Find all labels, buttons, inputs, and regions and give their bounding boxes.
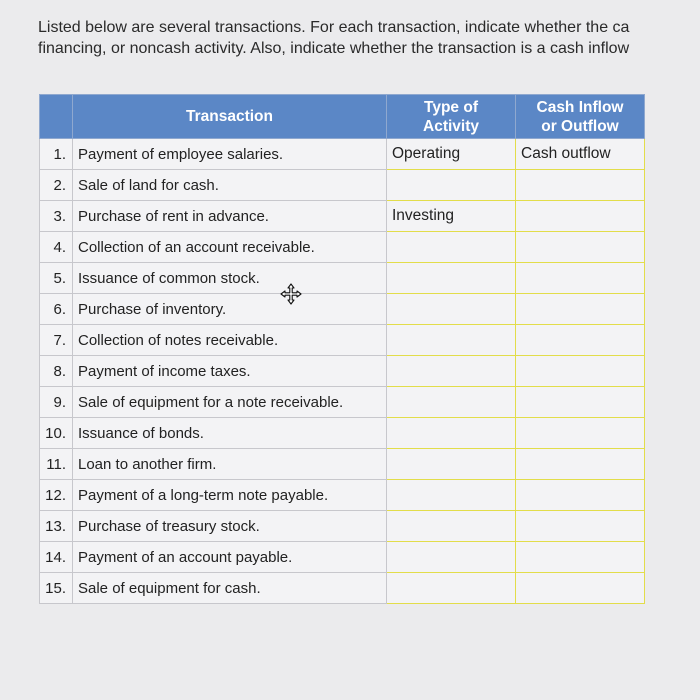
row-number: 11. xyxy=(40,449,73,480)
transaction-description: Payment of a long-term note payable. xyxy=(73,480,387,511)
row-number: 15. xyxy=(40,573,73,604)
row-number: 7. xyxy=(40,325,73,356)
type-of-activity-cell[interactable] xyxy=(387,480,516,511)
row-number: 9. xyxy=(40,387,73,418)
type-of-activity-cell[interactable] xyxy=(387,511,516,542)
table-row xyxy=(40,170,645,201)
table-row xyxy=(40,480,645,511)
row-number: 4. xyxy=(40,232,73,263)
header-type-of-activity-label: Type of Activity xyxy=(423,98,479,135)
transaction-description: Sale of equipment for a note receivable. xyxy=(73,387,387,418)
transaction-description: Sale of land for cash. xyxy=(73,170,387,201)
header-type-of-activity xyxy=(387,95,516,139)
header-cash-flow xyxy=(516,95,645,139)
type-of-activity-cell[interactable] xyxy=(387,294,516,325)
type-of-activity-cell[interactable] xyxy=(387,170,516,201)
cash-flow-cell[interactable] xyxy=(516,201,645,232)
table-row xyxy=(40,356,645,387)
table-row xyxy=(40,573,645,604)
transaction-description: Payment of an account payable. xyxy=(73,542,387,573)
transaction-description: Purchase of treasury stock. xyxy=(73,511,387,542)
table-body xyxy=(40,139,645,604)
table-row xyxy=(40,232,645,263)
type-of-activity-cell[interactable] xyxy=(387,325,516,356)
table-row xyxy=(40,139,645,170)
transaction-description: Sale of equipment for cash. xyxy=(73,573,387,604)
cash-flow-cell[interactable] xyxy=(516,387,645,418)
row-number: 1. xyxy=(40,139,73,170)
instructions-text xyxy=(38,17,700,59)
table-row xyxy=(40,263,645,294)
cash-flow-cell[interactable] xyxy=(516,325,645,356)
transaction-description: Purchase of inventory. xyxy=(73,294,387,325)
type-of-activity-cell[interactable]: Investing xyxy=(387,201,516,232)
cash-flow-cell[interactable] xyxy=(516,449,645,480)
type-of-activity-cell[interactable] xyxy=(387,263,516,294)
row-number: 13. xyxy=(40,511,73,542)
cash-flow-cell[interactable]: Cash outflow xyxy=(516,139,645,170)
type-of-activity-cell[interactable] xyxy=(387,542,516,573)
table-row xyxy=(40,542,645,573)
type-of-activity-cell[interactable] xyxy=(387,418,516,449)
table-row xyxy=(40,449,645,480)
cash-flow-cell[interactable] xyxy=(516,542,645,573)
instructions-line-2: financing, or noncash activity. Also, indicate whether the transaction is a cash inflow xyxy=(38,40,630,57)
type-of-activity-cell[interactable] xyxy=(387,232,516,263)
move-cursor-icon xyxy=(280,283,302,305)
type-of-activity-cell[interactable] xyxy=(387,573,516,604)
cash-flow-cell[interactable] xyxy=(516,263,645,294)
table-row xyxy=(40,511,645,542)
transaction-description: Loan to another firm. xyxy=(73,449,387,480)
transaction-description: Collection of an account receivable. xyxy=(73,232,387,263)
row-number: 2. xyxy=(40,170,73,201)
table-row xyxy=(40,201,645,232)
header-number xyxy=(40,95,73,139)
table-row xyxy=(40,325,645,356)
type-of-activity-cell[interactable] xyxy=(387,449,516,480)
transaction-description: Payment of income taxes. xyxy=(73,356,387,387)
header-transaction: Transaction xyxy=(73,95,387,139)
cash-flow-cell[interactable] xyxy=(516,511,645,542)
cash-flow-cell[interactable] xyxy=(516,573,645,604)
cash-flow-cell[interactable] xyxy=(516,418,645,449)
row-number: 6. xyxy=(40,294,73,325)
cash-flow-cell[interactable] xyxy=(516,356,645,387)
table-row xyxy=(40,418,645,449)
transactions-table xyxy=(39,94,645,604)
cash-flow-cell[interactable] xyxy=(516,480,645,511)
transaction-description: Collection of notes receivable. xyxy=(73,325,387,356)
table-row xyxy=(40,387,645,418)
row-number: 14. xyxy=(40,542,73,573)
type-of-activity-cell[interactable] xyxy=(387,356,516,387)
header-cash-flow-label: Cash Inflow or Outflow xyxy=(536,98,624,135)
cash-flow-cell[interactable] xyxy=(516,294,645,325)
table-row xyxy=(40,294,645,325)
transaction-description: Issuance of common stock. xyxy=(73,263,387,294)
row-number: 5. xyxy=(40,263,73,294)
type-of-activity-cell[interactable] xyxy=(387,387,516,418)
row-number: 12. xyxy=(40,480,73,511)
transaction-description: Purchase of rent in advance. xyxy=(73,201,387,232)
row-number: 3. xyxy=(40,201,73,232)
table-header-row xyxy=(40,95,645,139)
instructions-line-1: Listed below are several transactions. For each transaction, indicate whether the ca xyxy=(38,19,630,36)
row-number: 10. xyxy=(40,418,73,449)
row-number: 8. xyxy=(40,356,73,387)
transaction-description: Payment of employee salaries. xyxy=(73,139,387,170)
cash-flow-cell[interactable] xyxy=(516,170,645,201)
transaction-description: Issuance of bonds. xyxy=(73,418,387,449)
cash-flow-cell[interactable] xyxy=(516,232,645,263)
type-of-activity-cell[interactable]: Operating xyxy=(387,139,516,170)
